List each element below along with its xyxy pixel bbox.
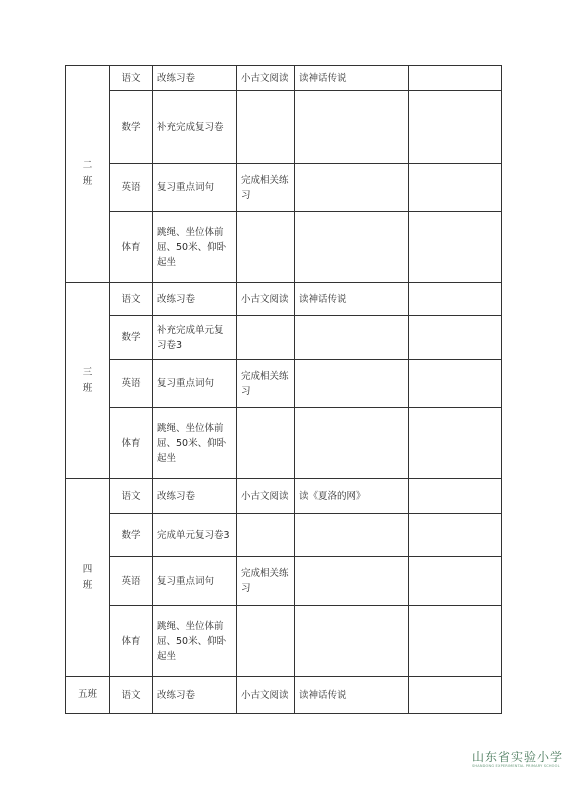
subject-cell: 英语 — [110, 557, 153, 606]
task-cell: 跳绳、坐位体前屈、50米、仰卧起坐 — [153, 212, 237, 283]
notes-cell — [409, 360, 502, 408]
school-logo-chinese: 山东省实验小学 — [472, 750, 564, 764]
table-row — [66, 66, 502, 91]
task-cell: 补充完成单元复习卷3 — [153, 316, 237, 360]
task-cell: 复习重点词句 — [153, 360, 237, 408]
table-row — [66, 557, 502, 606]
subject-cell: 体育 — [110, 606, 153, 677]
activity-cell: 完成相关练习 — [237, 557, 295, 606]
notes-cell — [409, 479, 502, 514]
reading-cell — [295, 360, 409, 408]
task-cell: 复习重点词句 — [153, 557, 237, 606]
homework-table-body — [66, 66, 502, 714]
table-row — [66, 606, 502, 677]
class-name-cell — [66, 283, 110, 479]
task-cell: 改练习卷 — [153, 283, 237, 316]
task-cell: 改练习卷 — [153, 677, 237, 714]
activity-cell: 小古文阅读 — [237, 479, 295, 514]
activity-cell: 完成相关练习 — [237, 164, 295, 212]
reading-cell — [295, 606, 409, 677]
activity-cell: 小古文阅读 — [237, 66, 295, 91]
table-row — [66, 479, 502, 514]
class-name: 三 班 — [82, 366, 93, 394]
table-row — [66, 212, 502, 283]
school-logo-english: SHANDONG EXPERIMENTAL PRIMARY SCHOOL — [472, 764, 560, 768]
activity-cell — [237, 91, 295, 164]
activity-cell — [237, 408, 295, 479]
table-row — [66, 164, 502, 212]
homework-table — [65, 65, 502, 714]
task-cell: 改练习卷 — [153, 479, 237, 514]
reading-cell — [295, 514, 409, 557]
notes-cell — [409, 677, 502, 714]
activity-cell: 小古文阅读 — [237, 677, 295, 714]
activity-cell — [237, 316, 295, 360]
class-name: 四 班 — [82, 563, 93, 591]
subject-cell: 英语 — [110, 360, 153, 408]
table-row — [66, 408, 502, 479]
table-row — [66, 677, 502, 714]
notes-cell — [409, 408, 502, 479]
subject-cell: 数学 — [110, 91, 153, 164]
reading-cell — [295, 408, 409, 479]
notes-cell — [409, 606, 502, 677]
subject-cell: 语文 — [110, 283, 153, 316]
table-row — [66, 283, 502, 316]
reading-cell — [295, 212, 409, 283]
school-logo — [472, 750, 564, 772]
notes-cell — [409, 212, 502, 283]
table-row — [66, 514, 502, 557]
reading-cell — [295, 164, 409, 212]
activity-cell: 完成相关练习 — [237, 360, 295, 408]
subject-cell: 语文 — [110, 479, 153, 514]
subject-cell: 体育 — [110, 212, 153, 283]
notes-cell — [409, 164, 502, 212]
table-row — [66, 316, 502, 360]
notes-cell — [409, 557, 502, 606]
table-row — [66, 360, 502, 408]
activity-cell — [237, 212, 295, 283]
reading-cell — [295, 316, 409, 360]
notes-cell — [409, 283, 502, 316]
subject-cell: 语文 — [110, 677, 153, 714]
notes-cell — [409, 316, 502, 360]
reading-cell — [295, 91, 409, 164]
reading-cell: 读神话传说 — [295, 283, 409, 316]
subject-cell: 数学 — [110, 316, 153, 360]
activity-cell — [237, 514, 295, 557]
notes-cell — [409, 514, 502, 557]
class-name-cell — [66, 677, 110, 714]
notes-cell — [409, 91, 502, 164]
class-name-cell — [66, 66, 110, 283]
class-name: 二 班 — [82, 160, 93, 187]
task-cell: 跳绳、坐位体前屈、50米、仰卧起坐 — [153, 408, 237, 479]
task-cell: 跳绳、坐位体前屈、50米、仰卧起坐 — [153, 606, 237, 677]
subject-cell: 英语 — [110, 164, 153, 212]
reading-cell: 读《夏洛的网》 — [295, 479, 409, 514]
task-cell: 完成单元复习卷3 — [153, 514, 237, 557]
task-cell: 改练习卷 — [153, 66, 237, 91]
class-name: 五班 — [77, 689, 97, 700]
subject-cell: 体育 — [110, 408, 153, 479]
activity-cell: 小古文阅读 — [237, 283, 295, 316]
reading-cell: 读神话传说 — [295, 66, 409, 91]
reading-cell — [295, 557, 409, 606]
subject-cell: 语文 — [110, 66, 153, 91]
subject-cell: 数学 — [110, 514, 153, 557]
notes-cell — [409, 66, 502, 91]
task-cell: 补充完成复习卷 — [153, 91, 237, 164]
class-name-cell — [66, 479, 110, 677]
reading-cell: 读神话传说 — [295, 677, 409, 714]
task-cell: 复习重点词句 — [153, 164, 237, 212]
table-row — [66, 91, 502, 164]
activity-cell — [237, 606, 295, 677]
